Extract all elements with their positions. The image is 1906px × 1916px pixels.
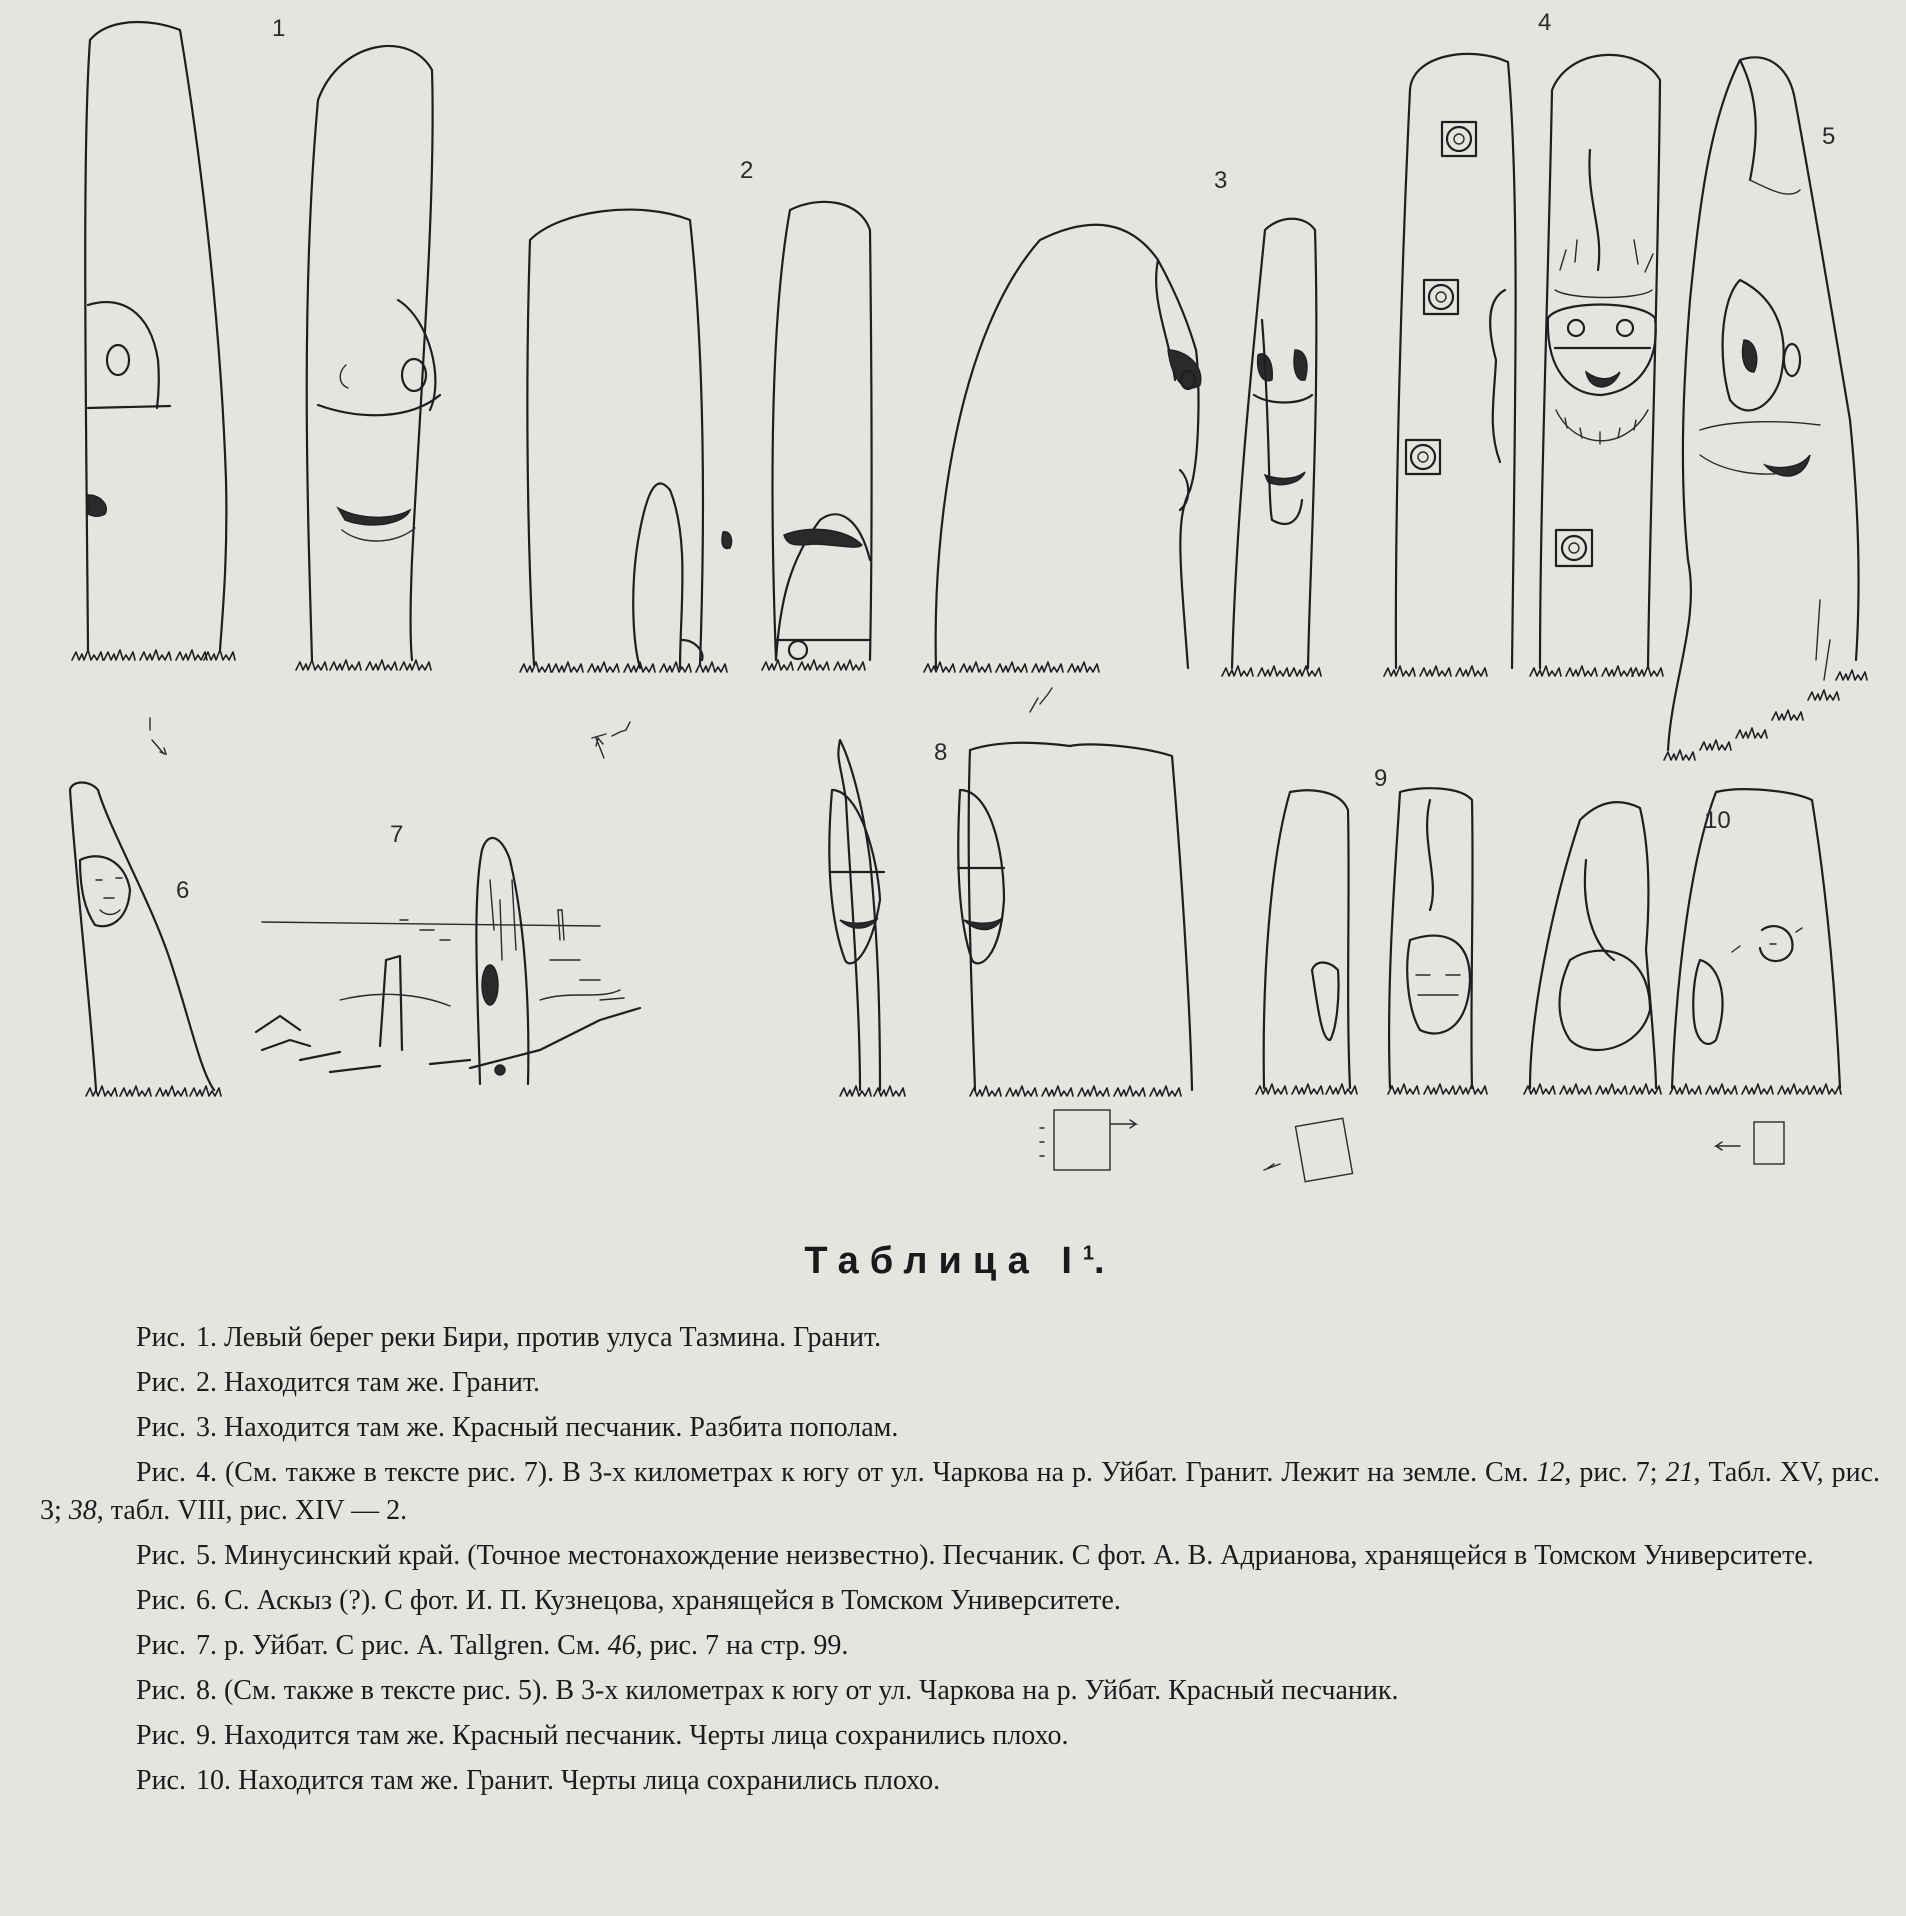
figure-8-stele-side — [829, 740, 905, 1096]
reference-number: 46 — [607, 1630, 636, 1661]
caption-text: , рис. 7 на стр. 99. — [635, 1630, 849, 1661]
caption-label: Рис. — [136, 1457, 186, 1488]
table-title — [40, 1240, 1880, 1283]
figure-3-stele-side — [1222, 219, 1321, 676]
caption-text: , рис. 7; — [1564, 1457, 1666, 1488]
caption-label: Рис. — [136, 1540, 186, 1571]
caption-text: 8. (См. также в тексте рис. 5). В 3-х километрах к югу от ул. Чаркова на р. Уйбат. Красный песчаник. — [195, 1675, 1399, 1706]
figure-number-5: 5 — [1822, 123, 1836, 150]
caption-2 — [40, 1364, 1880, 1402]
figure-9-stele-front — [1388, 788, 1487, 1094]
caption-text: , табл. VIII, рис. XIV — 2. — [96, 1495, 408, 1526]
caption-block — [40, 1240, 1880, 1807]
reference-number: 38 — [68, 1495, 97, 1526]
caption-4 — [40, 1454, 1880, 1530]
figure-4-stele-front — [1530, 55, 1663, 676]
caption-label: Рис. — [136, 1765, 186, 1796]
figure-1-stele-front — [72, 22, 235, 660]
caption-text: 4. (См. также в тексте рис. 7). В 3-х километрах к югу от ул. Чаркова на р. Уйбат. Гранит. Лежит на земле. См. — [195, 1457, 1537, 1488]
table-title-text: Таблица I — [804, 1240, 1083, 1282]
title-period: . — [1094, 1240, 1116, 1282]
caption-text: 5. Минусинский край. (Точное местонахождение неизвестно). Песчаник. С фот. А. В. Адрианова, хранящейся в Томском Университете. — [195, 1540, 1814, 1571]
caption-text: 2. Находится там же. Гранит. — [195, 1367, 540, 1398]
figure-8-stele-front — [958, 743, 1192, 1096]
figure-4-stele-side — [1384, 54, 1516, 676]
figure-9-ground-plan — [1264, 1118, 1352, 1181]
caption-8 — [40, 1672, 1880, 1710]
figure-3-orientation-arrow — [1030, 688, 1052, 712]
caption-1 — [40, 1319, 1880, 1357]
caption-text: 7. р. Уйбат. С рис. A. Tallgren. См. — [195, 1630, 608, 1661]
caption-text: 10. Находится там же. Гранит. Черты лица сохранились плохо. — [195, 1765, 941, 1796]
caption-text: 9. Находится там же. Красный песчаник. Черты лица сохранились плохо. — [195, 1720, 1069, 1751]
caption-label: Рис. — [136, 1585, 186, 1616]
caption-9 — [40, 1717, 1880, 1755]
caption-7 — [40, 1627, 1880, 1665]
reference-number: 12 — [1536, 1457, 1565, 1488]
caption-label: Рис. — [136, 1630, 186, 1661]
figure-number-4: 4 — [1538, 9, 1552, 36]
figure-10-stele-side — [1670, 789, 1841, 1094]
figure-number-1: 1 — [272, 15, 286, 42]
figure-number-7: 7 — [390, 821, 404, 848]
figure-6-stele — [70, 783, 221, 1097]
figure-5-stele — [1664, 57, 1867, 760]
caption-label: Рис. — [136, 1675, 186, 1706]
figure-number-9: 9 — [1374, 765, 1388, 792]
caption-6 — [40, 1582, 1880, 1620]
caption-3 — [40, 1409, 1880, 1447]
caption-10 — [40, 1762, 1880, 1800]
caption-label: Рис. — [136, 1322, 186, 1353]
figure-number-3: 3 — [1214, 167, 1228, 194]
figure-number-2: 2 — [740, 157, 754, 184]
title-footnote-mark: 1 — [1082, 1242, 1095, 1265]
figure-number-10: 10 — [1704, 807, 1731, 834]
figure-1-stele-side — [296, 46, 440, 670]
figure-9-stele-side — [1256, 790, 1357, 1094]
caption-text: 6. С. Аскыз (?). С фот. И. П. Кузнецова, хранящейся в Томском Университете. — [195, 1585, 1121, 1616]
figure-1-orientation-arrow — [150, 718, 166, 754]
figure-8-ground-plan — [1040, 1110, 1136, 1170]
figure-10-ground-plan — [1716, 1122, 1784, 1164]
figure-2-stele-side — [762, 202, 872, 670]
caption-label: Рис. — [136, 1367, 186, 1398]
caption-text: , Табл. XV, рис. 3; — [40, 1457, 1881, 1526]
caption-5 — [40, 1537, 1880, 1575]
figure-number-6: 6 — [176, 877, 190, 904]
caption-text: 1. Левый берег реки Бири, против улуса Тазмина. Гранит. — [195, 1322, 882, 1353]
figure-3-stele-front — [924, 225, 1201, 672]
caption-label: Рис. — [136, 1720, 186, 1751]
figure-7-landscape — [256, 838, 640, 1084]
caption-label: Рис. — [136, 1412, 186, 1443]
figure-2-orientation-arrow — [592, 722, 630, 758]
reference-number: 21 — [1665, 1457, 1694, 1488]
figure-2-stele-front — [520, 210, 732, 672]
figure-10-stele-front — [1524, 802, 1661, 1094]
figure-number-8: 8 — [934, 739, 948, 766]
caption-text: 3. Находится там же. Красный песчаник. Разбита пополам. — [195, 1412, 899, 1443]
